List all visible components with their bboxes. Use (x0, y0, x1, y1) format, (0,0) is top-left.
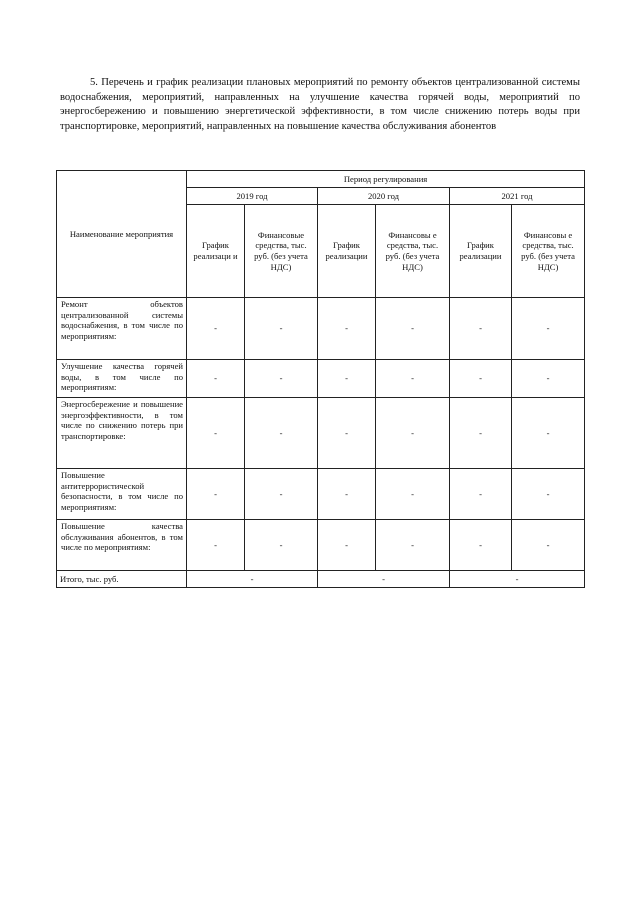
table-cell: - (450, 520, 512, 571)
table-row (57, 469, 585, 520)
table-row (57, 520, 585, 571)
row-name: Ремонт объектов централизованной системы водоснабжения, в том числе по мероприятиям: (57, 298, 187, 360)
table-row (57, 398, 585, 469)
table-cell: - (187, 398, 245, 469)
col-header-finance: Финансовы е средства, тыс. руб. (без учета НДС) (512, 205, 585, 298)
col-header-finance: Финансовые средства, тыс. руб. (без учета НДС) (245, 205, 318, 298)
table-cell: - (318, 298, 376, 360)
row-name: Повышение качества обслуживания абонентов, в том числе по мероприятиям: (57, 520, 187, 571)
table-cell: - (450, 360, 512, 398)
name-column-header: Наименование мероприятия (57, 171, 187, 298)
table-cell: - (245, 398, 318, 469)
total-value-2019: - (187, 571, 318, 588)
table-cell: - (245, 360, 318, 398)
table-cell: - (187, 298, 245, 360)
table-cell: - (245, 469, 318, 520)
total-row (57, 571, 585, 588)
table-cell: - (512, 360, 585, 398)
table-cell: - (318, 360, 376, 398)
table-cell: - (450, 298, 512, 360)
period-header: Период регулирования (187, 171, 585, 188)
table-cell: - (187, 360, 245, 398)
table-cell: - (512, 298, 585, 360)
col-header-schedule: График реализаци и (187, 205, 245, 298)
table-cell: - (318, 469, 376, 520)
total-value-2021: - (450, 571, 585, 588)
table-cell: - (450, 469, 512, 520)
table-cell: - (512, 398, 585, 469)
section-heading: 5. Перечень и график реализации плановых мероприятий по ремонту объектов централизованной системы водоснабжения, мероприятий, направленных на улучшение качества горячей воды, мероприятий по энергосбережению и повышению энергетической эффективности, в том числе снижению потерь воды при транспортировке, мероприятий, направленных на повышение качества обслуживания абонентов (60, 77, 580, 132)
year-header-2019: 2019 год (187, 188, 318, 205)
year-header-2020: 2020 год (318, 188, 450, 205)
row-name: Энергосбережение и повышение энергоэффективности, в том числе по снижению потерь при транспортировке: (57, 398, 187, 469)
table-cell: - (512, 469, 585, 520)
table-cell: - (187, 520, 245, 571)
total-value-2020: - (318, 571, 450, 588)
table-cell: - (450, 398, 512, 469)
table-cell: - (245, 520, 318, 571)
row-name: Повышение антитеррористической безопасности, в том числе по мероприятиям: (57, 469, 187, 520)
table-cell: - (318, 520, 376, 571)
table-cell: - (376, 398, 450, 469)
table-cell: - (376, 469, 450, 520)
col-header-schedule: График реализации (318, 205, 376, 298)
table-row (57, 360, 585, 398)
col-header-schedule: График реализации (450, 205, 512, 298)
table-cell: - (512, 520, 585, 571)
col-header-finance: Финансовы е средства, тыс. руб. (без учета НДС) (376, 205, 450, 298)
table-cell: - (187, 469, 245, 520)
table-row (57, 298, 585, 360)
total-label: Итого, тыс. руб. (57, 571, 187, 588)
plan-table (56, 170, 585, 588)
table-cell: - (376, 298, 450, 360)
table-cell: - (245, 298, 318, 360)
table-cell: - (376, 520, 450, 571)
table-cell: - (318, 398, 376, 469)
row-name: Улучшение качества горячей воды, в том числе по мероприятиям: (57, 360, 187, 398)
table-cell: - (376, 360, 450, 398)
year-header-2021: 2021 год (450, 188, 585, 205)
